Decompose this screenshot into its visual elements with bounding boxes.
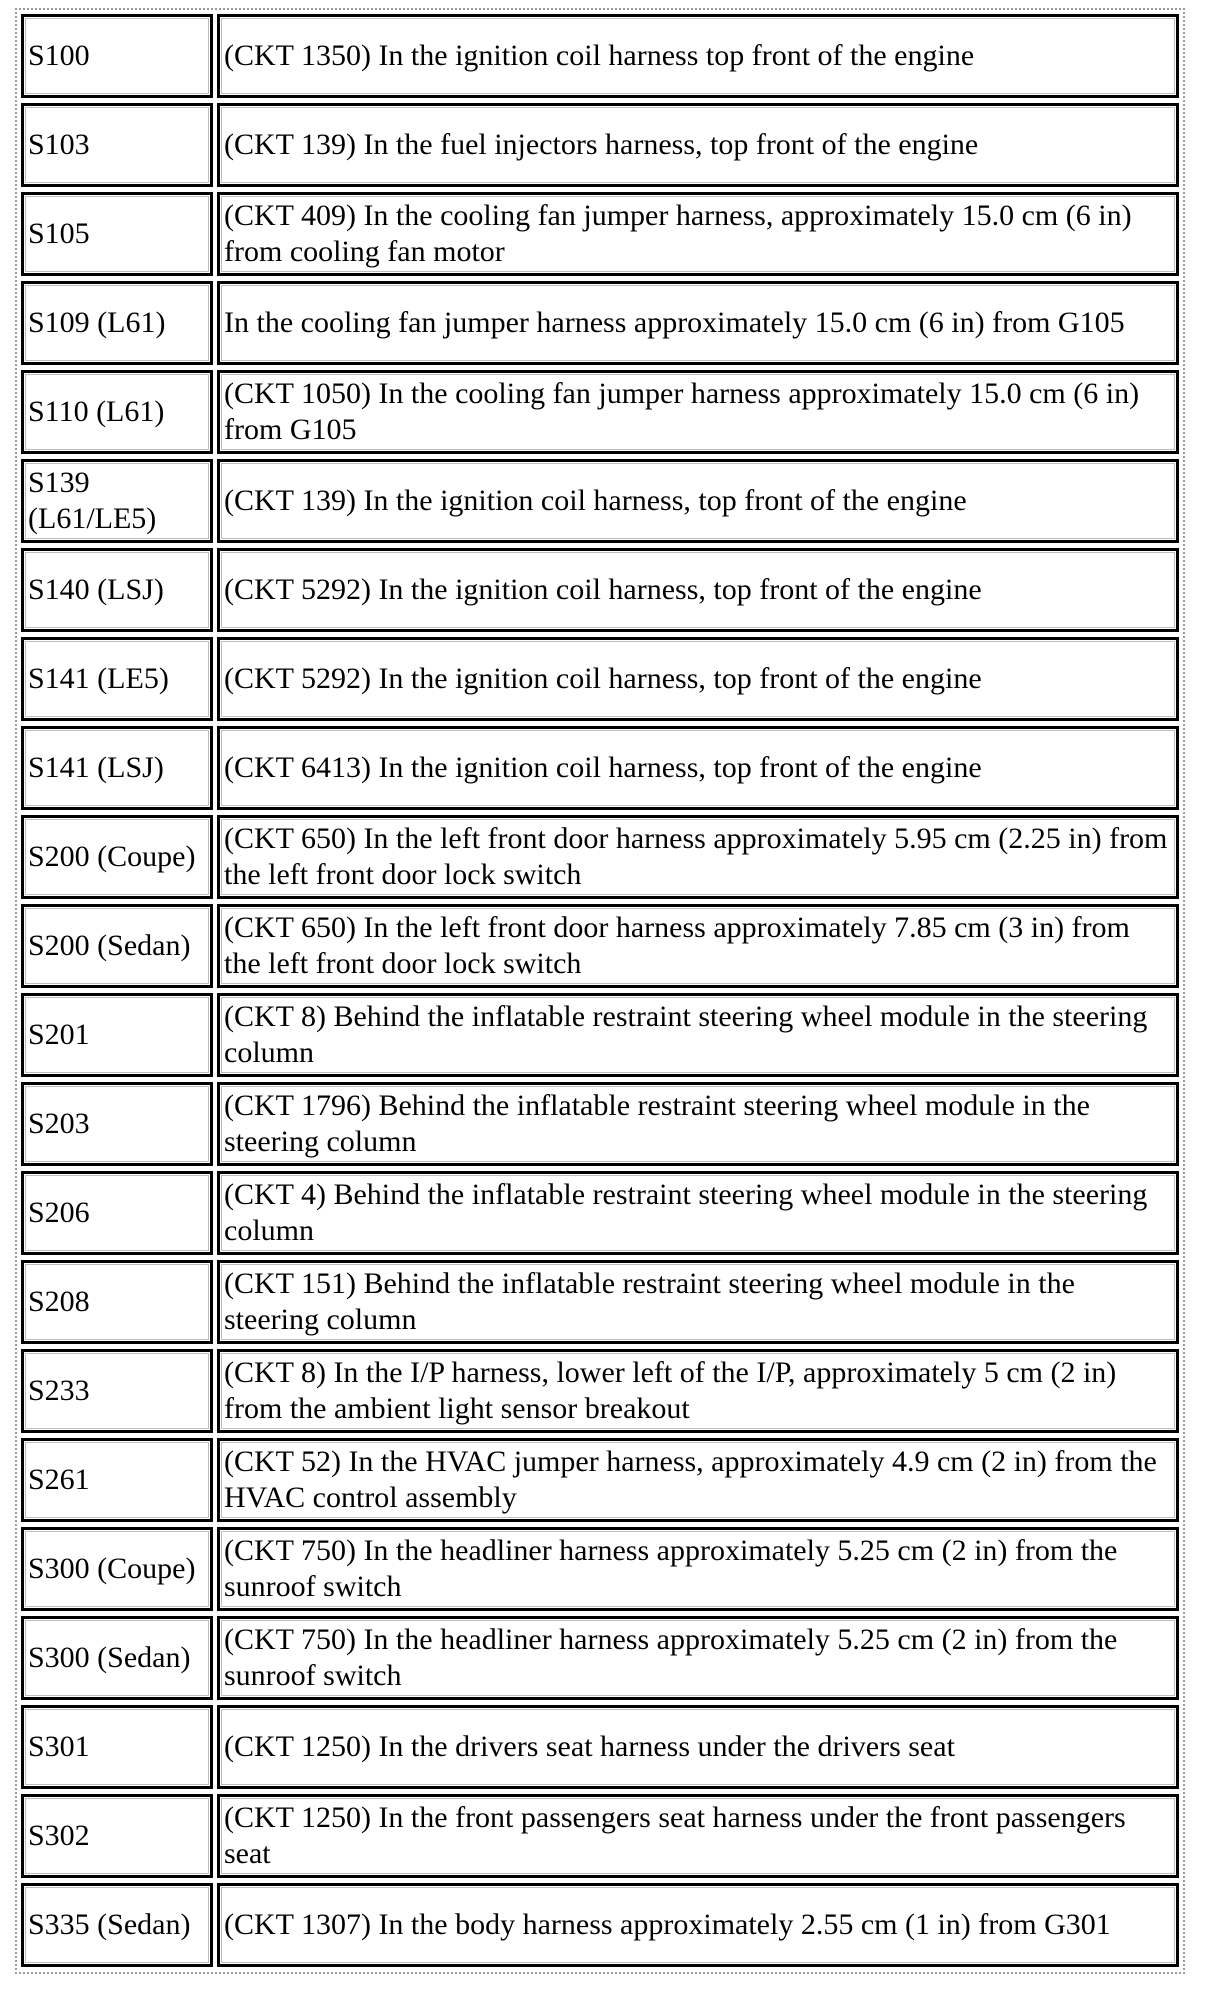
splice-id-cell: S206 xyxy=(21,1171,213,1255)
table-row xyxy=(21,815,1179,899)
splice-location-cell: (CKT 4) Behind the inflatable restraint steering wheel module in the steering column xyxy=(217,1171,1179,1255)
splice-table-body xyxy=(21,14,1179,1967)
splice-location-cell: (CKT 139) In the fuel injectors harness, top front of the engine xyxy=(217,103,1179,187)
splice-location-cell: (CKT 5292) In the ignition coil harness, top front of the engine xyxy=(217,548,1179,632)
table-row xyxy=(21,103,1179,187)
splice-id-cell: S103 xyxy=(21,103,213,187)
splice-location-cell: In the cooling fan jumper harness approximately 15.0 cm (6 in) from G105 xyxy=(217,281,1179,365)
splice-id-cell: S203 xyxy=(21,1082,213,1166)
splice-id-cell: S335 (Sedan) xyxy=(21,1883,213,1967)
splice-location-cell: (CKT 52) In the HVAC jumper harness, approximately 4.9 cm (2 in) from the HVAC control assembly xyxy=(217,1438,1179,1522)
splice-id-cell: S200 (Coupe) xyxy=(21,815,213,899)
splice-location-cell: (CKT 1350) In the ignition coil harness top front of the engine xyxy=(217,14,1179,98)
table-row xyxy=(21,548,1179,632)
splice-id-cell: S141 (LSJ) xyxy=(21,726,213,810)
splice-id-cell: S201 xyxy=(21,993,213,1077)
table-row xyxy=(21,993,1179,1077)
splice-id-cell: S140 (LSJ) xyxy=(21,548,213,632)
table-row xyxy=(21,1794,1179,1878)
splice-id-cell: S110 (L61) xyxy=(21,370,213,454)
splice-location-cell: (CKT 409) In the cooling fan jumper harness, approximately 15.0 cm (6 in) from cooling fan motor xyxy=(217,192,1179,276)
table-row xyxy=(21,370,1179,454)
table-row xyxy=(21,1349,1179,1433)
splice-location-cell: (CKT 1796) Behind the inflatable restraint steering wheel module in the steering column xyxy=(217,1082,1179,1166)
splice-id-cell: S200 (Sedan) xyxy=(21,904,213,988)
splice-id-cell: S261 xyxy=(21,1438,213,1522)
splice-location-cell: (CKT 1250) In the front passengers seat harness under the front passengers seat xyxy=(217,1794,1179,1878)
splice-location-cell: (CKT 1050) In the cooling fan jumper harness approximately 15.0 cm (6 in) from G105 xyxy=(217,370,1179,454)
table-row xyxy=(21,459,1179,543)
splice-location-cell: (CKT 6413) In the ignition coil harness, top front of the engine xyxy=(217,726,1179,810)
table-row xyxy=(21,1883,1179,1967)
splice-location-cell: (CKT 5292) In the ignition coil harness, top front of the engine xyxy=(217,637,1179,721)
splice-location-cell: (CKT 1250) In the drivers seat harness under the drivers seat xyxy=(217,1705,1179,1789)
splice-id-cell: S302 xyxy=(21,1794,213,1878)
table-row xyxy=(21,1616,1179,1700)
splice-location-cell: (CKT 750) In the headliner harness approximately 5.25 cm (2 in) from the sunroof switch xyxy=(217,1616,1179,1700)
splice-id-cell: S139 (L61/LE5) xyxy=(21,459,213,543)
table-row xyxy=(21,14,1179,98)
splice-location-cell: (CKT 8) In the I/P harness, lower left of the I/P, approximately 5 cm (2 in) from the ambient light sensor breakout xyxy=(217,1349,1179,1433)
splice-id-cell: S208 xyxy=(21,1260,213,1344)
splice-id-cell: S141 (LE5) xyxy=(21,637,213,721)
table-row xyxy=(21,281,1179,365)
splice-id-cell: S300 (Coupe) xyxy=(21,1527,213,1611)
splice-table-frame xyxy=(15,8,1185,1974)
table-row xyxy=(21,726,1179,810)
table-row xyxy=(21,637,1179,721)
splice-location-cell: (CKT 650) In the left front door harness approximately 7.85 cm (3 in) from the left front door lock switch xyxy=(217,904,1179,988)
table-row xyxy=(21,1171,1179,1255)
splice-id-cell: S301 xyxy=(21,1705,213,1789)
splice-location-cell: (CKT 151) Behind the inflatable restraint steering wheel module in the steering column xyxy=(217,1260,1179,1344)
splice-id-cell: S100 xyxy=(21,14,213,98)
splice-location-cell: (CKT 139) In the ignition coil harness, top front of the engine xyxy=(217,459,1179,543)
table-row xyxy=(21,1705,1179,1789)
splice-location-cell: (CKT 650) In the left front door harness approximately 5.95 cm (2.25 in) from the left front door lock switch xyxy=(217,815,1179,899)
splice-id-cell: S233 xyxy=(21,1349,213,1433)
splice-id-cell: S105 xyxy=(21,192,213,276)
splice-location-cell: (CKT 1307) In the body harness approximately 2.55 cm (1 in) from G301 xyxy=(217,1883,1179,1967)
splice-id-cell: S109 (L61) xyxy=(21,281,213,365)
splice-id-cell: S300 (Sedan) xyxy=(21,1616,213,1700)
splice-locations-table xyxy=(17,9,1183,1972)
splice-location-cell: (CKT 750) In the headliner harness approximately 5.25 cm (2 in) from the sunroof switch xyxy=(217,1527,1179,1611)
table-row xyxy=(21,1438,1179,1522)
table-row xyxy=(21,1527,1179,1611)
table-row xyxy=(21,1082,1179,1166)
table-row xyxy=(21,192,1179,276)
table-row xyxy=(21,1260,1179,1344)
table-row xyxy=(21,904,1179,988)
splice-location-cell: (CKT 8) Behind the inflatable restraint steering wheel module in the steering column xyxy=(217,993,1179,1077)
